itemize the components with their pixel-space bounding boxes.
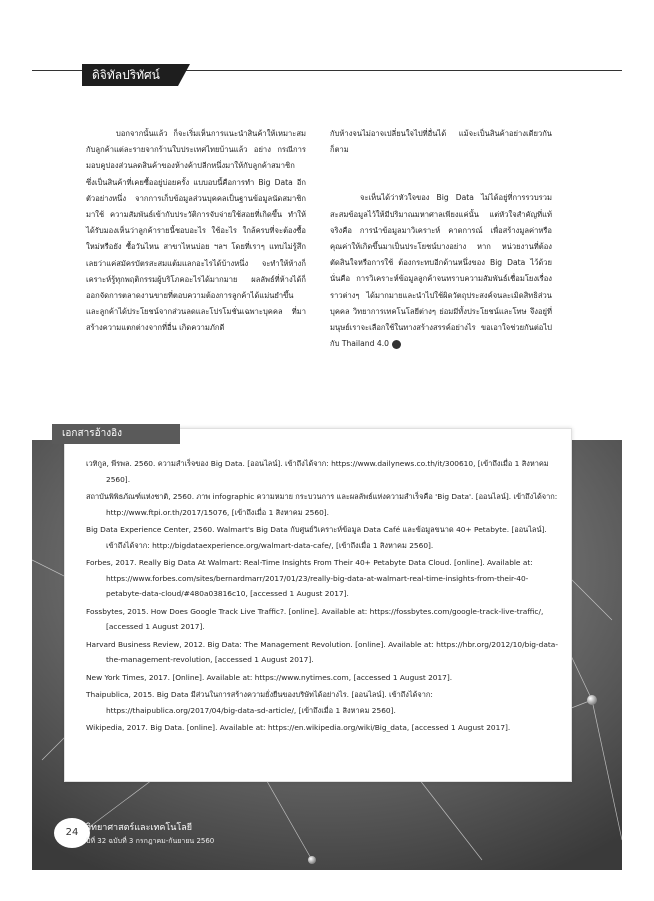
section-title: ดิจิทัลปริทัศน์ <box>82 64 178 86</box>
reference-item: Wikipedia, 2017. Big Data. [online]. Available at: https://en.wikipedia.org/wiki/Big_data, [accessed 1 August 2017]. <box>86 723 511 732</box>
references-heading: เอกสารอ้างอิง <box>52 424 180 444</box>
article-paragraph: กับห้างจนไม่อาจเปลี่ยนใจไปที่อื่นได้ แม้จะเป็นสินค้าอย่างเดียวกันก็ตาม <box>330 129 552 155</box>
reference-item: เวทิกูล, พีรพล. 2560. ความสำเร็จของ Big Data. [ออนไลน์]. เข้าถึงได้จาก: https://www.dailynews.co.th/it/300610, [เข้าถึงเมื่อ 1 สิงหาคม 2560]. <box>86 459 549 484</box>
article-right-column <box>330 126 552 352</box>
reference-item: Fossbytes, 2015. How Does Google Track Live Traffic?. [online]. Available at: https://fossbytes.com/google-track-live-traffic/, [accessed 1 August 2017]. <box>86 606 544 631</box>
reference-item: Thaipublica, 2015. Big Data มีส่วนในการสร้างความยั่งยืนของบริษัทได้อย่างไร. [ออนไลน์]. เข้าถึงได้จาก: https://thaipublica.org/2017/04/big-data-sd-article/, [เข้าถึงเมื่อ 1 สิงหาคม 2560]. <box>86 690 433 715</box>
issue-info: ปีที่ 32 ฉบับที่ 3 กรกฎาคม-กันยายน 2560 <box>86 837 215 845</box>
article-paragraph: บอกจากนั้นแล้ว ก็จะเริ่มเห็นการแนะนำสินค้าให้เหมาะสมกับลูกค้าแต่ละรายจากร้านใบประเทศไทยบ้านแล้ว อย่าง กรณีการมอบคูปองส่วนลดสินค้าของห้างค้าปลีกหนึ่งมาให้กับลูกค้าสมาชิก ซึ่งเป็นสินค้าที่เคยซื้ออยู่บ่อยครั้ง แบบอบนี้คือการทำ Big Data อีกตัวอย่างหนึ่ง จากการเก็บข้อมูลส่วนบุคคลเป็นฐานข้อมูลนัดสมาชิกมาใช้ ความสัมพันธ์เข้ากับประวัติการจับจ่ายใช้สอยที่เกิดขึ้น ทำให้ได้รับมองเห็นว่าลูกค้ารายนี้ชอบอะไร ใช้อะไร ใกล้ครบที่จะต้องซื้อใหม่หรือยัง ซื้อวันไหน สาขาไหนบ่อย ฯลฯ โดยที่เราๆ แทบไม่รู้สึกเลยว่าแค่สมัครบัตรสะสมแต้มแลกอะไรได้บ้างหนึ่ง จะทำให้ห้างก็เคราะห์รู้ทุกพฤติกรรมผู้บริโภคอะไรได้มากมาย ผลลัพธ์ที่ห้างได้ก็ออกจัดการตลาดงานขายที่ตอบความต้องการลูกค้าได้แม่นยำขึ้น และลูกค้าได้ประโยชน์จากส่วนลดและโปรโมชั่นเฉพาะบุคคล ที่มาสร้างความแตกต่างจากที่อื่น เกิดความภักดี <box>86 129 306 333</box>
reference-item: New York Times, 2017. [Online]. Available at: https://www.nytimes.com, [accessed 1 August 2017]. <box>86 672 453 682</box>
magazine-title: วิทยาศาสตร์และเทคโนโลยี <box>86 823 193 833</box>
paragraph-gap <box>330 158 552 190</box>
conclusion-text: จะเห็นได้ว่าหัวใจของ Big Data ไม่ได้อยู่ที่การรวบรวมสะสมข้อมูลไว้ให้มีปริมาณมหาศาลเพียงแค่นั้น แต่หัวใจสำคัญที่แท้จริงคือ การนำข้อมูลมาวิเคราะห์ คาดการณ์ เพื่อสร้างมูลค่าหรือคุณค่าให้เกิดขึ้นมาเป็นประโยชน์บางอย่าง หาก หน่วยงานที่ต้องตัดสินใจหรือการใช้ ต้องกระทบอีกด้านหนึ่งของ Big Data ไว้ด้วยนั่นคือ การวิเคราะห์ข้อมูลลูกค้าจนทราบความสัมพันธ์เชื่อมโยงเรื่องราวต่างๆ ได้มากมายและนำไปใช้ผิดวัตถุประสงค์จนละเมิดสิทธิส่วนบุคคล วิทยาการเทคโนโลยีต่างๆ ย่อมมีทั้งประโยชน์และโทษ จึงอยู่ที่มนุษย์เราจะเลือกใช้ในทางสร้างสรรค์อย่างไร ขอเอาใจช่วยกันต่อไปกับ Thailand 4.0 <box>330 193 552 349</box>
article-paragraph-conclusion <box>330 190 552 352</box>
references-list <box>86 456 560 738</box>
reference-item: Forbes, 2017. Really Big Data At Walmart: Real-Time Insights From Their 40+ Petabyte Data Cloud. [online]. Available at: https://www.forbes.com/sites/bernardmarr/2017/01/23/really-big-data-at-walmart-real-time-insights-from-their-40-petabyte-data-cloud/#480a03816c10, [accessed 1 August 2017]. <box>86 558 533 598</box>
page-number: 24 <box>54 818 90 848</box>
reference-item: Big Data Experience Center, 2560. Walmart's Big Data กับศูนย์วิเคราะห์ข้อมูล Data Café และข้อมูลขนาด 40+ Petabyte. [ออนไลน์]. เข้าถึงได้จาก: http://bigdataexperience.org/walmart-data-cafe/, [เข้าถึงเมื่อ 1 สิงหาคม 2560]. <box>86 525 547 550</box>
reference-item: Harvard Business Review, 2012. Big Data: The Management Revolution. [online]. Available at: https://hbr.org/2012/10/big-data-the-management-revolution, [accessed 1 August 2017]. <box>86 639 558 664</box>
reference-item: สถาบันพิพิธภัณฑ์แห่งชาติ, 2560. ภาพ infographic ความหมาย กระบวนการ และผลลัพธ์แห่งความสำเร็จคือ 'Big Data'. [ออนไลน์]. เข้าถึงได้จาก: http://www.ftpi.or.th/2017/15076, [เข้าถึงเมื่อ 1 สิงหาคม 2560]. <box>86 492 558 517</box>
end-mark-icon <box>392 340 401 349</box>
article-left-column <box>86 126 306 337</box>
